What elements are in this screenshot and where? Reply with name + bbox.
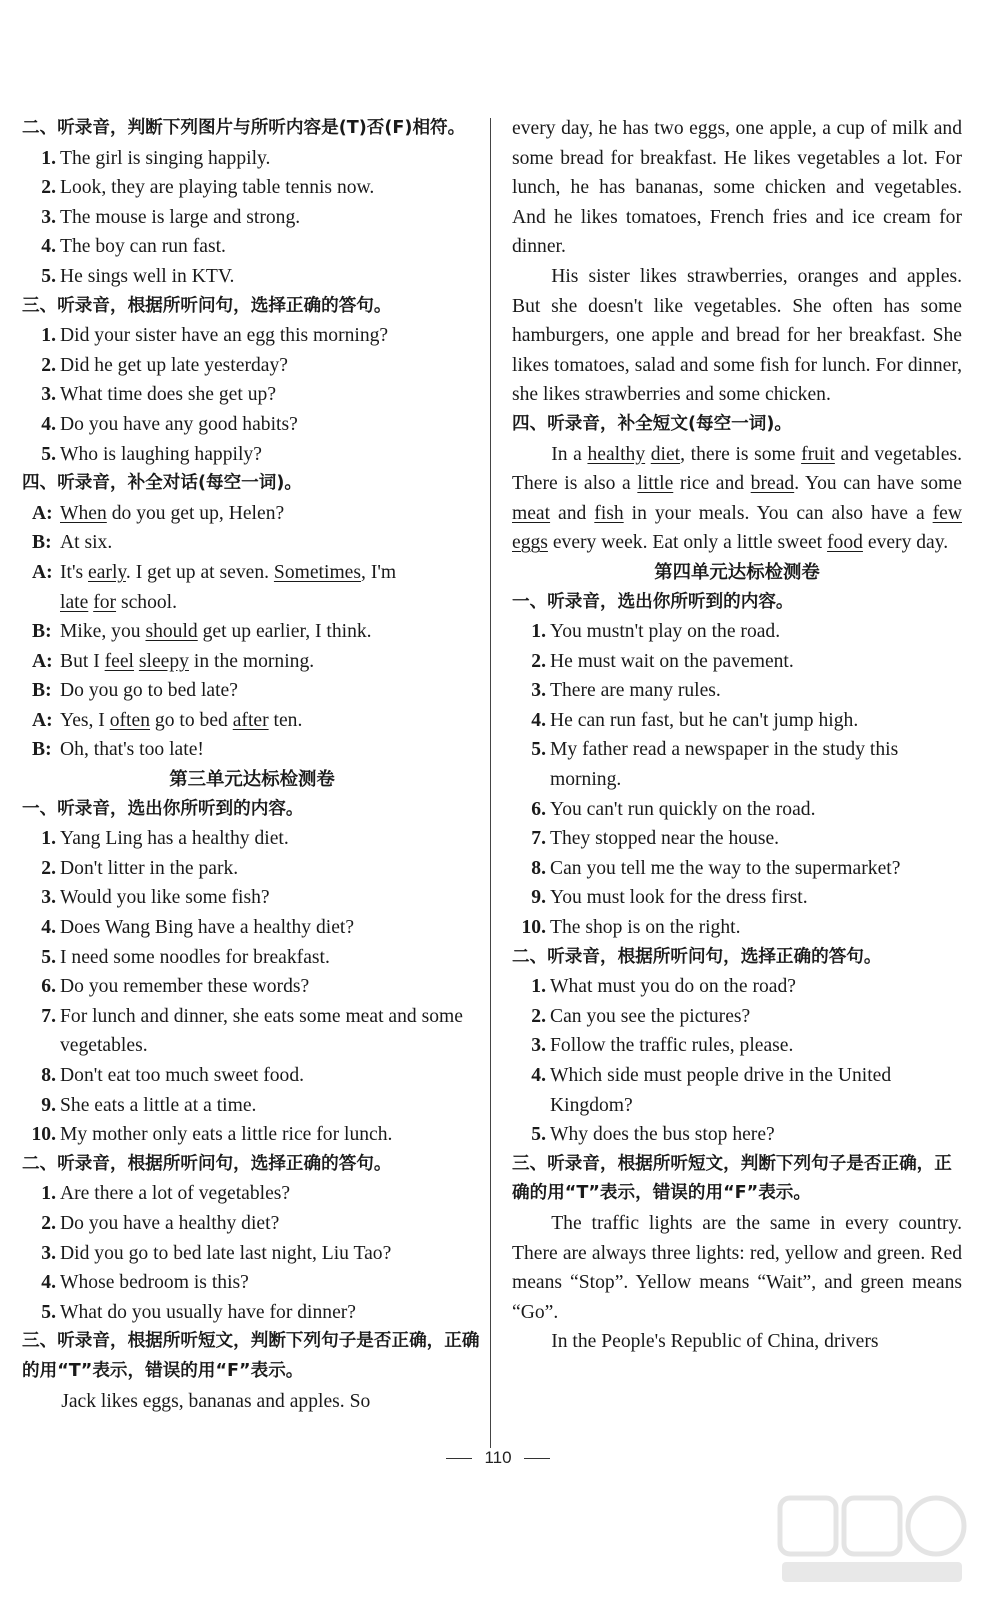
item-text: You must look for the dress first. bbox=[550, 887, 808, 909]
passage-text: , there is some bbox=[680, 443, 802, 465]
dialogue-text: go to bed bbox=[150, 709, 233, 731]
passage-text: and bbox=[550, 502, 595, 524]
item-number: 5. bbox=[41, 1301, 56, 1323]
passage-text: every week. Eat only a little sweet bbox=[547, 532, 828, 554]
unit-title: 第三单元达标检测卷 bbox=[169, 769, 335, 791]
list-item bbox=[512, 913, 962, 943]
section-heading: 一、听录音，选出你所听到的内容。 bbox=[512, 591, 794, 612]
list-item bbox=[22, 144, 482, 174]
answer-blank: late bbox=[60, 591, 89, 613]
item-number: 5. bbox=[41, 443, 56, 465]
item-text: Can you tell me the way to the supermarket? bbox=[550, 857, 901, 879]
answer-blank: after bbox=[232, 709, 269, 731]
section-heading: 三、听录音，根据所听短文，判断下列句子是否正确，正确的用“T”表示，错误的用“F”表示。 bbox=[512, 1153, 952, 1204]
item-text: Don't eat too much sweet food. bbox=[60, 1065, 305, 1086]
answer-blank: When bbox=[60, 502, 107, 524]
item-number: 4. bbox=[41, 413, 56, 435]
item-text: Whose bedroom is this? bbox=[60, 1272, 249, 1294]
list-item bbox=[22, 1209, 482, 1239]
item-text: Which side must people drive in the United Kingdom? bbox=[550, 1065, 892, 1116]
list-item bbox=[512, 676, 962, 706]
passage-text: . You can have some bbox=[794, 473, 962, 495]
list-item bbox=[512, 735, 962, 794]
item-text: Are there a lot of vegetables? bbox=[60, 1183, 291, 1205]
dialogue-line bbox=[22, 499, 482, 529]
item-text: For lunch and dinner, she eats some meat and some vegetables. bbox=[60, 1005, 463, 1057]
item-text: Don't litter in the park. bbox=[60, 857, 239, 879]
item-text: Did you go to bed late last night, Liu Tao? bbox=[60, 1242, 392, 1264]
list-item bbox=[22, 173, 482, 203]
item-text: Yang Ling has a healthy diet. bbox=[60, 828, 289, 850]
list-item bbox=[22, 913, 482, 943]
item-text: My mother only eats a little rice for lunch. bbox=[60, 1124, 393, 1146]
list-item bbox=[22, 321, 482, 351]
item-number: 1. bbox=[41, 147, 56, 169]
item-number: 8. bbox=[41, 1065, 56, 1086]
list-item bbox=[22, 1179, 482, 1209]
item-text: He sings well in KTV. bbox=[60, 265, 235, 287]
dialogue-text: , I'm bbox=[361, 561, 397, 583]
answer-blank: few bbox=[932, 502, 962, 524]
item-list bbox=[22, 824, 482, 1150]
list-item bbox=[22, 1298, 482, 1328]
passage-text: rice and bbox=[673, 473, 751, 495]
item-number: 5. bbox=[41, 946, 56, 968]
dialogue-text: do you get up, Helen? bbox=[106, 502, 285, 524]
item-number: 4. bbox=[531, 709, 546, 731]
item-text: The mouse is large and strong. bbox=[60, 206, 301, 228]
answer-blank: fruit bbox=[801, 443, 835, 465]
page-number: 110 bbox=[484, 1448, 512, 1467]
list-item bbox=[22, 824, 482, 854]
item-number: 9. bbox=[531, 887, 546, 909]
list-item bbox=[22, 232, 482, 262]
dialogue-line bbox=[22, 706, 482, 736]
list-item bbox=[22, 410, 482, 440]
item-number: 5. bbox=[531, 1124, 546, 1146]
answer-blank: eggs bbox=[512, 532, 548, 554]
list-item bbox=[22, 440, 482, 470]
item-list bbox=[22, 321, 482, 469]
list-item bbox=[512, 824, 962, 854]
dialogue-text: . I get up at seven. bbox=[125, 561, 274, 583]
item-number: 7. bbox=[531, 828, 546, 850]
speaker-label: B: bbox=[32, 621, 52, 643]
item-text: Do you have a healthy diet? bbox=[60, 1212, 280, 1234]
item-number: 1. bbox=[41, 325, 56, 347]
section-heading: 三、听录音，根据所听问句，选择正确的答句。 bbox=[22, 295, 392, 316]
item-list bbox=[512, 972, 962, 1150]
dialogue-text: Oh, that's too late! bbox=[60, 739, 204, 761]
item-text: Follow the traffic rules, please. bbox=[550, 1035, 794, 1057]
answer-blank: little bbox=[637, 473, 674, 495]
column-divider bbox=[490, 118, 491, 1448]
item-text: She eats a little at a time. bbox=[60, 1094, 257, 1116]
list-item bbox=[22, 1120, 482, 1150]
item-number: 5. bbox=[41, 265, 56, 287]
item-number: 2. bbox=[41, 354, 56, 376]
item-text: You can't run quickly on the road. bbox=[550, 798, 816, 820]
item-text: He can run fast, but he can't jump high. bbox=[550, 709, 859, 731]
item-number: 2. bbox=[41, 177, 56, 199]
answer-blank: meat bbox=[512, 502, 551, 524]
speaker-label: B: bbox=[32, 739, 52, 761]
item-text: They stopped near the house. bbox=[550, 828, 780, 850]
dialogue-text: Do you go to bed late? bbox=[60, 680, 238, 702]
speaker-label: A: bbox=[32, 502, 53, 524]
answer-blank: fish bbox=[594, 502, 624, 524]
dialogue-text: But I bbox=[60, 650, 105, 672]
section-heading: 二、听录音，判断下列图片与所听内容是(T)否(F)相符。 bbox=[22, 118, 466, 138]
dialogue-line bbox=[22, 735, 482, 765]
answer-blank: early bbox=[88, 561, 126, 583]
list-item bbox=[512, 795, 962, 825]
list-item bbox=[512, 1120, 962, 1150]
passage-text: and vegetables. There is also a bbox=[512, 443, 962, 495]
list-item bbox=[512, 1061, 962, 1120]
passage-text: Jack likes eggs, bananas and apples. So bbox=[61, 1390, 371, 1412]
item-text: My father read a newspaper in the study this morning. bbox=[550, 739, 899, 791]
passage-text: The traffic lights are the same in every country. There are always three lights: red, yellow and green. Red means “Stop”. Yellow means “Wait”, and green means “Go”. bbox=[512, 1212, 962, 1323]
section-heading: 二、听录音，根据所听问句，选择正确的答句。 bbox=[512, 946, 882, 967]
list-item bbox=[22, 351, 482, 381]
answer-blank: often bbox=[109, 709, 150, 731]
dialogue-text: Mike, you bbox=[60, 621, 146, 643]
list-item bbox=[512, 647, 962, 677]
footer-dash bbox=[524, 1458, 550, 1459]
item-text: I need some noodles for breakfast. bbox=[60, 946, 330, 968]
list-item bbox=[512, 883, 962, 913]
item-number: 10. bbox=[31, 1124, 56, 1146]
item-text: What do you usually have for dinner? bbox=[60, 1301, 356, 1323]
list-item bbox=[22, 1268, 482, 1298]
speaker-label: B: bbox=[32, 680, 52, 702]
item-number: 4. bbox=[41, 917, 56, 939]
list-item bbox=[22, 1061, 482, 1091]
item-number: 1. bbox=[41, 1183, 56, 1205]
item-number: 1. bbox=[531, 621, 546, 643]
item-list bbox=[22, 1179, 482, 1327]
dialogue-line bbox=[22, 528, 482, 558]
answer-blank: sleepy bbox=[138, 650, 189, 672]
section-heading: 三、听录音，根据所听短文，判断下列句子是否正确，正确的用“T”表示，错误的用“F”表示。 bbox=[22, 1331, 480, 1381]
section-heading: 四、听录音，补全对话(每空一词)。 bbox=[22, 473, 302, 494]
item-number: 1. bbox=[531, 976, 546, 998]
dialogue-line bbox=[22, 588, 482, 618]
item-number: 2. bbox=[41, 857, 56, 879]
watermark-logo bbox=[772, 1488, 972, 1588]
answer-blank: Sometimes bbox=[273, 561, 362, 583]
item-number: 3. bbox=[41, 384, 56, 406]
dialogue-text: At six. bbox=[60, 532, 113, 554]
item-list bbox=[512, 617, 962, 943]
cloze-passage bbox=[512, 440, 962, 558]
passage-text: every day, he has two eggs, one apple, a cup of milk and some bread for breakfast. He likes vegetables a lot. For lunch, he has bananas, some chicken and vegetables. And he likes tomatoes, French fries and ice cream for dinner. bbox=[512, 118, 962, 258]
speaker-label: A: bbox=[32, 561, 53, 583]
dialogue-line bbox=[22, 676, 482, 706]
item-text: Look, they are playing table tennis now. bbox=[60, 177, 375, 199]
section-heading: 一、听录音，选出你所听到的内容。 bbox=[22, 798, 304, 819]
item-text: The shop is on the right. bbox=[550, 917, 741, 939]
dialogue-text: in the morning. bbox=[188, 650, 315, 672]
dialogue-text: get up earlier, I think. bbox=[197, 621, 372, 643]
list-item bbox=[512, 1002, 962, 1032]
answer-blank: should bbox=[145, 621, 198, 643]
list-item bbox=[22, 203, 482, 233]
dialogue-line bbox=[22, 558, 482, 588]
item-number: 4. bbox=[41, 236, 56, 258]
item-number: 7. bbox=[41, 1005, 56, 1027]
section-heading: 二、听录音，根据所听问句，选择正确的答句。 bbox=[22, 1153, 392, 1174]
item-number: 5. bbox=[531, 739, 546, 761]
answer-blank: food bbox=[827, 532, 863, 554]
list-item bbox=[22, 1091, 482, 1121]
answer-blank: healthy bbox=[587, 443, 646, 465]
list-item bbox=[512, 854, 962, 884]
item-number: 4. bbox=[531, 1065, 546, 1086]
passage-text: In a bbox=[551, 443, 588, 465]
item-text: Does Wang Bing have a healthy diet? bbox=[60, 917, 355, 939]
item-number: 10. bbox=[521, 917, 546, 939]
item-text: Would you like some fish? bbox=[60, 887, 270, 909]
item-text: Why does the bus stop here? bbox=[550, 1124, 775, 1146]
list-item bbox=[512, 617, 962, 647]
item-text: Can you see the pictures? bbox=[550, 1005, 751, 1027]
item-number: 1. bbox=[41, 828, 56, 850]
item-text: He must wait on the pavement. bbox=[550, 650, 794, 672]
item-text: There are many rules. bbox=[550, 680, 721, 702]
unit-title: 第四单元达标检测卷 bbox=[654, 561, 820, 583]
list-item bbox=[512, 706, 962, 736]
item-text: What must you do on the road? bbox=[550, 976, 796, 998]
page-footer bbox=[0, 1448, 996, 1468]
passage-text: In the People's Republic of China, drivers bbox=[551, 1331, 879, 1353]
item-number: 3. bbox=[41, 887, 56, 909]
dialogue-line bbox=[22, 647, 482, 677]
list-item bbox=[22, 883, 482, 913]
item-text: Do you have any good habits? bbox=[60, 413, 298, 435]
passage-text: every day. bbox=[862, 532, 949, 554]
item-text: Who is laughing happily? bbox=[60, 443, 262, 465]
list-item bbox=[22, 943, 482, 973]
item-number: 3. bbox=[41, 1242, 56, 1264]
item-number: 9. bbox=[41, 1094, 56, 1116]
list-item bbox=[22, 262, 482, 292]
dialogue-text: It's bbox=[60, 561, 89, 583]
item-text: The girl is singing happily. bbox=[60, 147, 271, 169]
item-number: 2. bbox=[41, 1212, 56, 1234]
answer-blank: feel bbox=[104, 650, 135, 672]
list-item bbox=[512, 1031, 962, 1061]
item-number: 8. bbox=[531, 857, 546, 879]
answer-blank: for bbox=[93, 591, 117, 613]
item-number: 6. bbox=[531, 798, 546, 820]
list-item bbox=[22, 1239, 482, 1269]
list-item bbox=[512, 972, 962, 1002]
item-number: 3. bbox=[531, 1035, 546, 1057]
dialogue-text: ten. bbox=[268, 709, 303, 731]
item-number: 3. bbox=[41, 206, 56, 228]
item-number: 3. bbox=[531, 680, 546, 702]
right-column bbox=[512, 114, 962, 1357]
dialogue-text: Yes, I bbox=[60, 709, 110, 731]
item-text: The boy can run fast. bbox=[60, 236, 226, 258]
answer-blank: bread bbox=[750, 473, 795, 495]
dialogue bbox=[22, 499, 482, 765]
dialogue-text: school. bbox=[116, 591, 177, 613]
footer-dash bbox=[446, 1458, 472, 1459]
item-number: 2. bbox=[531, 650, 546, 672]
dialogue-line bbox=[22, 617, 482, 647]
list-item bbox=[22, 1002, 482, 1061]
speaker-label: A: bbox=[32, 650, 53, 672]
item-number: 2. bbox=[531, 1005, 546, 1027]
item-list bbox=[22, 144, 482, 292]
list-item bbox=[22, 854, 482, 884]
item-number: 6. bbox=[41, 976, 56, 998]
item-text: You mustn't play on the road. bbox=[550, 621, 781, 643]
passage-text: His sister likes strawberries, oranges and apples. But she doesn't like vegetables. She often has some hamburgers, one apple and bread for her breakfast. She likes tomatoes, salad and some fish for lunch. For dinner, she likes strawberries and some chicken. bbox=[512, 265, 962, 406]
answer-blank: diet bbox=[650, 443, 681, 465]
item-text: What time does she get up? bbox=[60, 384, 277, 406]
item-text: Did your sister have an egg this morning? bbox=[60, 325, 389, 347]
section-heading: 四、听录音，补全短文(每空一词)。 bbox=[512, 413, 792, 434]
left-column bbox=[22, 114, 482, 1416]
item-text: Did he get up late yesterday? bbox=[60, 354, 288, 376]
item-number: 4. bbox=[41, 1272, 56, 1294]
list-item bbox=[22, 380, 482, 410]
speaker-label: A: bbox=[32, 709, 53, 731]
item-text: Do you remember these words? bbox=[60, 976, 310, 998]
list-item bbox=[22, 972, 482, 1002]
speaker-label: B: bbox=[32, 532, 52, 554]
passage-text: in your meals. You can also have a bbox=[623, 502, 933, 524]
